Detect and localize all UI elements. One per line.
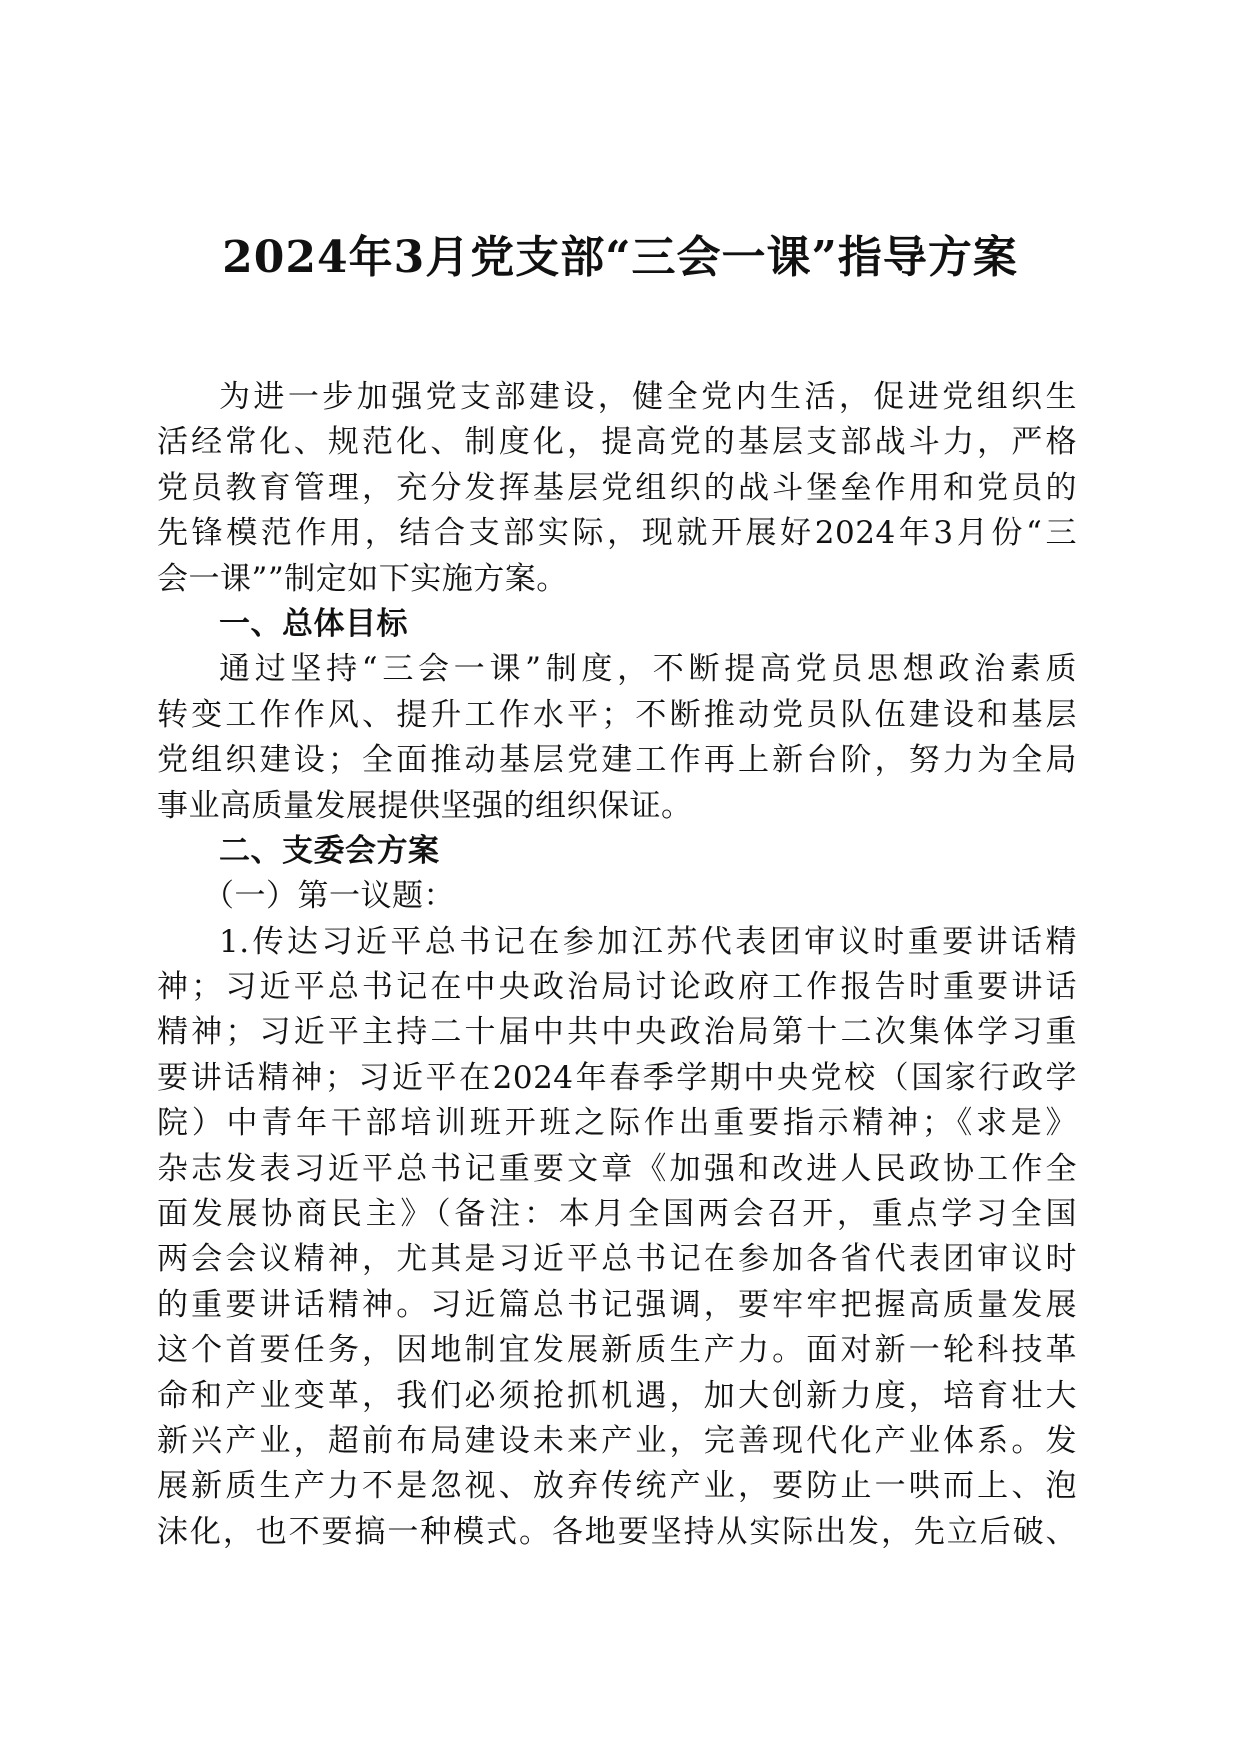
paragraph-line: 命和产业变革，我们必须抢抓机遇，加大创新力度，培育壮大: [157, 1377, 1077, 1414]
paragraph-line: 要讲话精神；习近平在2024年春季学期中央党校（国家行政学: [157, 1059, 1077, 1096]
document-body: [157, 375, 1077, 1555]
paragraph-line: 神；习近平总书记在中央政治局讨论政府工作报告时重要讲话: [157, 969, 1077, 1006]
paragraph-line: 先锋模范作用，结合支部实际，现就开展好2024年3月份“三: [157, 515, 1077, 552]
paragraph-line: 活经常化、规范化、制度化，提高党的基层支部战斗力，严格: [157, 424, 1077, 461]
paragraph-line: 两会会议精神，尤其是习近平总书记在参加各省代表团审议时: [157, 1241, 1077, 1278]
paragraph-line: 的重要讲话精神。习近篇总书记强调，要牢牢把握高质量发展: [157, 1286, 1077, 1323]
subsection-heading-first-topic: （一）第一议题：: [203, 878, 455, 915]
document-title: 2024年3月党支部“三会一课”指导方案: [222, 232, 1018, 283]
paragraph-line: 转变工作作风、提升工作水平；不断推动党员队伍建设和基层: [157, 696, 1077, 733]
paragraph-line: 精神；习近平主持二十届中共中央政治局第十二次集体学习重: [157, 1014, 1077, 1051]
section-heading-committee-plan: 二、支委会方案: [219, 832, 440, 869]
paragraph-line: 面发展协商民主》（备注：本月全国两会召开，重点学习全国: [157, 1196, 1077, 1233]
paragraph-line: 院）中青年干部培训班开班之际作出重要指示精神；《求是》: [157, 1105, 1077, 1142]
paragraph-line: 这个首要任务，因地制宜发展新质生产力。面对新一轮科技革: [157, 1332, 1077, 1369]
paragraph-line: 沫化，也不要搞一种模式。各地要坚持从实际出发，先立后破、: [157, 1513, 1077, 1550]
paragraph-line: 1.传达习近平总书记在参加江苏代表团审议时重要讲话精: [219, 923, 1077, 960]
paragraph-line: 会一课””制定如下实施方案。: [157, 560, 568, 597]
paragraph-line: 为进一步加强党支部建设，健全党内生活，促进党组织生: [219, 379, 1077, 415]
paragraph-line: 党员教育管理，充分发挥基层党组织的战斗堡垒作用和党员的: [157, 469, 1077, 506]
paragraph-line: 事业高质量发展提供坚强的组织保证。: [157, 787, 693, 824]
paragraph-line: 杂志发表习近平总书记重要文章《加强和改进人民政协工作全: [157, 1150, 1077, 1187]
section-heading-overall-goal: 一、总体目标: [219, 605, 408, 642]
paragraph-line: 展新质生产力不是忽视、放弃传统产业，要防止一哄而上、泡: [157, 1468, 1077, 1505]
paragraph-line: 新兴产业，超前布局建设未来产业，完善现代化产业体系。发: [157, 1422, 1077, 1459]
paragraph-line: 党组织建设；全面推动基层党建工作再上新台阶，努力为全局: [157, 742, 1077, 779]
paragraph-line: 通过坚持“三会一课”制度，不断提高党员思想政治素质: [219, 651, 1077, 688]
